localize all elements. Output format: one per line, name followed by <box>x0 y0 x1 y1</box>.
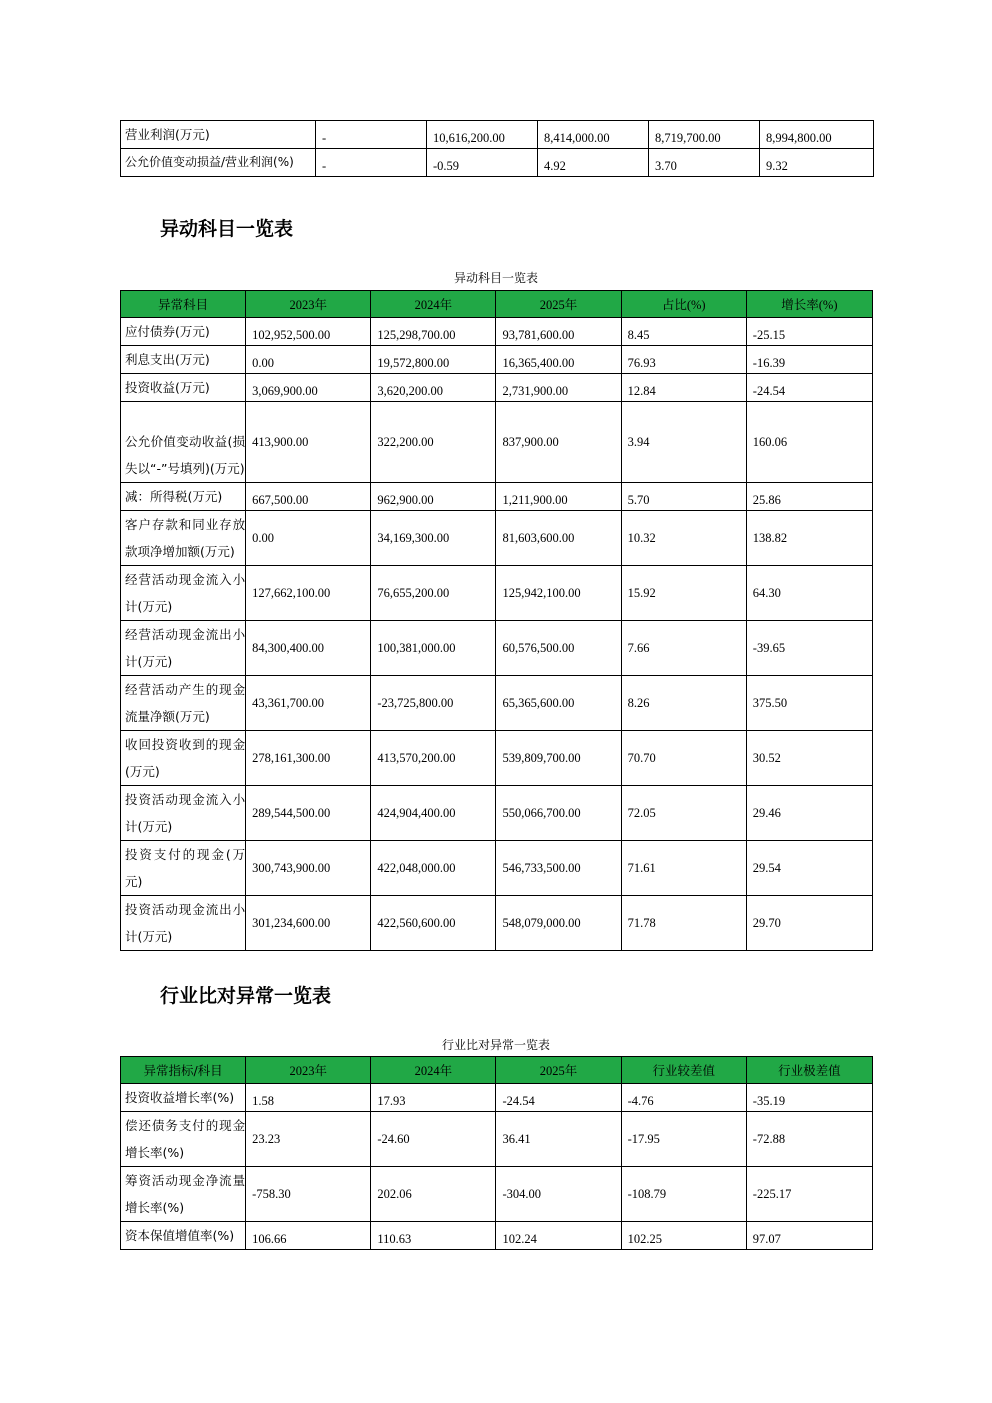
cell: 29.46 <box>746 786 872 841</box>
cell: 12.84 <box>621 374 746 402</box>
cell: 17.93 <box>371 1084 496 1112</box>
row-label: 投资活动现金流出小计(万元) <box>121 896 246 951</box>
cell: 962,900.00 <box>371 483 496 511</box>
cell: 97.07 <box>746 1222 872 1250</box>
cell: 84,300,400.00 <box>246 621 371 676</box>
cell: 413,900.00 <box>246 402 371 483</box>
col-header: 2024年 <box>371 1057 496 1084</box>
table-caption: 行业比对异常一览表 <box>441 1038 550 1052</box>
cell: 125,942,100.00 <box>496 566 621 621</box>
row-label: 利息支出(万元) <box>121 346 246 374</box>
row-label: 经营活动现金流出小计(万元) <box>121 621 246 676</box>
col-header: 2023年 <box>246 291 371 318</box>
col-header: 增长率(%) <box>746 291 872 318</box>
section-heading: 行业比对异常一览表 <box>160 985 332 1007</box>
cell: 0.00 <box>246 346 371 374</box>
cell: 422,048,000.00 <box>371 841 496 896</box>
cell: 301,234,600.00 <box>246 896 371 951</box>
cell: 1,211,900.00 <box>496 483 621 511</box>
cell: 100,381,000.00 <box>371 621 496 676</box>
col-header: 2023年 <box>246 1057 371 1084</box>
cell: -4.76 <box>621 1084 746 1112</box>
cell: 76.93 <box>621 346 746 374</box>
cell: - <box>316 121 427 149</box>
cell: -23,725,800.00 <box>371 676 496 731</box>
table-row <box>121 1084 873 1112</box>
cell: 300,743,900.00 <box>246 841 371 896</box>
cell: 76,655,200.00 <box>371 566 496 621</box>
cell: 289,544,500.00 <box>246 786 371 841</box>
anomaly-table <box>120 290 873 951</box>
cell: 7.66 <box>621 621 746 676</box>
cell: -35.19 <box>746 1084 872 1112</box>
cell: 102.24 <box>496 1222 621 1250</box>
table-row <box>121 841 873 896</box>
cell: 70.70 <box>621 731 746 786</box>
col-header: 2025年 <box>496 291 621 318</box>
cell: 546,733,500.00 <box>496 841 621 896</box>
cell: 3.70 <box>649 149 760 177</box>
cell: -758.30 <box>246 1167 371 1222</box>
cell: -25.15 <box>746 318 872 346</box>
cell: -225.17 <box>746 1167 872 1222</box>
table-row <box>121 1112 873 1167</box>
cell: -0.59 <box>427 149 538 177</box>
row-label: 偿还债务支付的现金增长率(%) <box>121 1112 246 1167</box>
cell: 160.06 <box>746 402 872 483</box>
table-row <box>121 896 873 951</box>
cell: 375.50 <box>746 676 872 731</box>
table-row <box>121 511 873 566</box>
cell: 3.94 <box>621 402 746 483</box>
col-header: 行业较差值 <box>621 1057 746 1084</box>
cell: 8.26 <box>621 676 746 731</box>
cell: 102.25 <box>621 1222 746 1250</box>
cell: 60,576,500.00 <box>496 621 621 676</box>
cell: 1.58 <box>246 1084 371 1112</box>
table-row <box>121 566 873 621</box>
cell: 8,414,000.00 <box>538 121 649 149</box>
cell: 413,570,200.00 <box>371 731 496 786</box>
cell: 110.63 <box>371 1222 496 1250</box>
cell: 667,500.00 <box>246 483 371 511</box>
col-header: 2024年 <box>371 291 496 318</box>
cell: -72.88 <box>746 1112 872 1167</box>
cell: 106.66 <box>246 1222 371 1250</box>
row-label: 营业利润(万元) <box>121 121 316 149</box>
cell: 424,904,400.00 <box>371 786 496 841</box>
cell: 19,572,800.00 <box>371 346 496 374</box>
cell: 4.92 <box>538 149 649 177</box>
row-label: 资本保值增值率(%) <box>121 1222 246 1250</box>
cell: 30.52 <box>746 731 872 786</box>
cell: 5.70 <box>621 483 746 511</box>
table-row <box>121 1167 873 1222</box>
cell: 23.23 <box>246 1112 371 1167</box>
cell: 36.41 <box>496 1112 621 1167</box>
cell: 15.92 <box>621 566 746 621</box>
cell: 539,809,700.00 <box>496 731 621 786</box>
cell: 25.86 <box>746 483 872 511</box>
cell: 9.32 <box>760 149 874 177</box>
cell: 8.45 <box>621 318 746 346</box>
row-label: 经营活动现金流入小计(万元) <box>121 566 246 621</box>
cell: 125,298,700.00 <box>371 318 496 346</box>
table-row <box>121 402 873 483</box>
cell: 422,560,600.00 <box>371 896 496 951</box>
row-label: 投资收益(万元) <box>121 374 246 402</box>
cell: 548,079,000.00 <box>496 896 621 951</box>
cell: 72.05 <box>621 786 746 841</box>
cell: 43,361,700.00 <box>246 676 371 731</box>
cell: 16,365,400.00 <box>496 346 621 374</box>
cell: 102,952,500.00 <box>246 318 371 346</box>
row-label: 投资活动现金流入小计(万元) <box>121 786 246 841</box>
cell: -39.65 <box>746 621 872 676</box>
row-label: 应付债券(万元) <box>121 318 246 346</box>
cell: 3,069,900.00 <box>246 374 371 402</box>
cell: 64.30 <box>746 566 872 621</box>
cell: -108.79 <box>621 1167 746 1222</box>
table-row <box>121 121 874 149</box>
row-label: 投资收益增长率(%) <box>121 1084 246 1112</box>
col-header: 占比(%) <box>621 291 746 318</box>
cell: 10,616,200.00 <box>427 121 538 149</box>
row-label: 减：所得税(万元) <box>121 483 246 511</box>
table-row <box>121 483 873 511</box>
cell: 10.32 <box>621 511 746 566</box>
row-label: 收回投资收到的现金(万元) <box>121 731 246 786</box>
col-header: 异常指标/科目 <box>121 1057 246 1084</box>
cell: -24.54 <box>746 374 872 402</box>
cell: 3,620,200.00 <box>371 374 496 402</box>
cell: 71.61 <box>621 841 746 896</box>
cell: 34,169,300.00 <box>371 511 496 566</box>
cell: 322,200.00 <box>371 402 496 483</box>
table-row <box>121 374 873 402</box>
cell: 127,662,100.00 <box>246 566 371 621</box>
cell: - <box>316 149 427 177</box>
cell: 550,066,700.00 <box>496 786 621 841</box>
cell: 71.78 <box>621 896 746 951</box>
table-row <box>121 621 873 676</box>
industry-table <box>120 1056 873 1250</box>
cell: 65,365,600.00 <box>496 676 621 731</box>
cell: -17.95 <box>621 1112 746 1167</box>
col-header: 2025年 <box>496 1057 621 1084</box>
table-row <box>121 1222 873 1250</box>
row-label: 投资支付的现金(万元) <box>121 841 246 896</box>
cell: 2,731,900.00 <box>496 374 621 402</box>
row-label: 经营活动产生的现金流量净额(万元) <box>121 676 246 731</box>
cell: 29.70 <box>746 896 872 951</box>
table-row <box>121 676 873 731</box>
section-heading: 异动科目一览表 <box>160 218 294 240</box>
cell: 8,994,800.00 <box>760 121 874 149</box>
cell: 29.54 <box>746 841 872 896</box>
cell: -24.60 <box>371 1112 496 1167</box>
table-row <box>121 731 873 786</box>
row-label: 公允价值变动收益(损失以“-”号填列)(万元) <box>121 402 246 483</box>
table-caption: 异动科目一览表 <box>453 271 538 285</box>
table-row <box>121 786 873 841</box>
cell: 138.82 <box>746 511 872 566</box>
table-row <box>121 318 873 346</box>
cell: 0.00 <box>246 511 371 566</box>
cell: 278,161,300.00 <box>246 731 371 786</box>
header-row <box>121 1057 873 1084</box>
col-header: 行业极差值 <box>746 1057 872 1084</box>
row-label: 公允价值变动损益/营业利润(%) <box>121 149 316 177</box>
cell: 8,719,700.00 <box>649 121 760 149</box>
cell: 81,603,600.00 <box>496 511 621 566</box>
table-row <box>121 346 873 374</box>
cell: -24.54 <box>496 1084 621 1112</box>
cell: -16.39 <box>746 346 872 374</box>
header-row <box>121 291 873 318</box>
cell: 93,781,600.00 <box>496 318 621 346</box>
table-row <box>121 149 874 177</box>
row-label: 筹资活动现金净流量增长率(%) <box>121 1167 246 1222</box>
top-table <box>120 120 874 177</box>
cell: -304.00 <box>496 1167 621 1222</box>
row-label: 客户存款和同业存放款项净增加额(万元) <box>121 511 246 566</box>
cell: 837,900.00 <box>496 402 621 483</box>
cell: 202.06 <box>371 1167 496 1222</box>
col-header: 异常科目 <box>121 291 246 318</box>
